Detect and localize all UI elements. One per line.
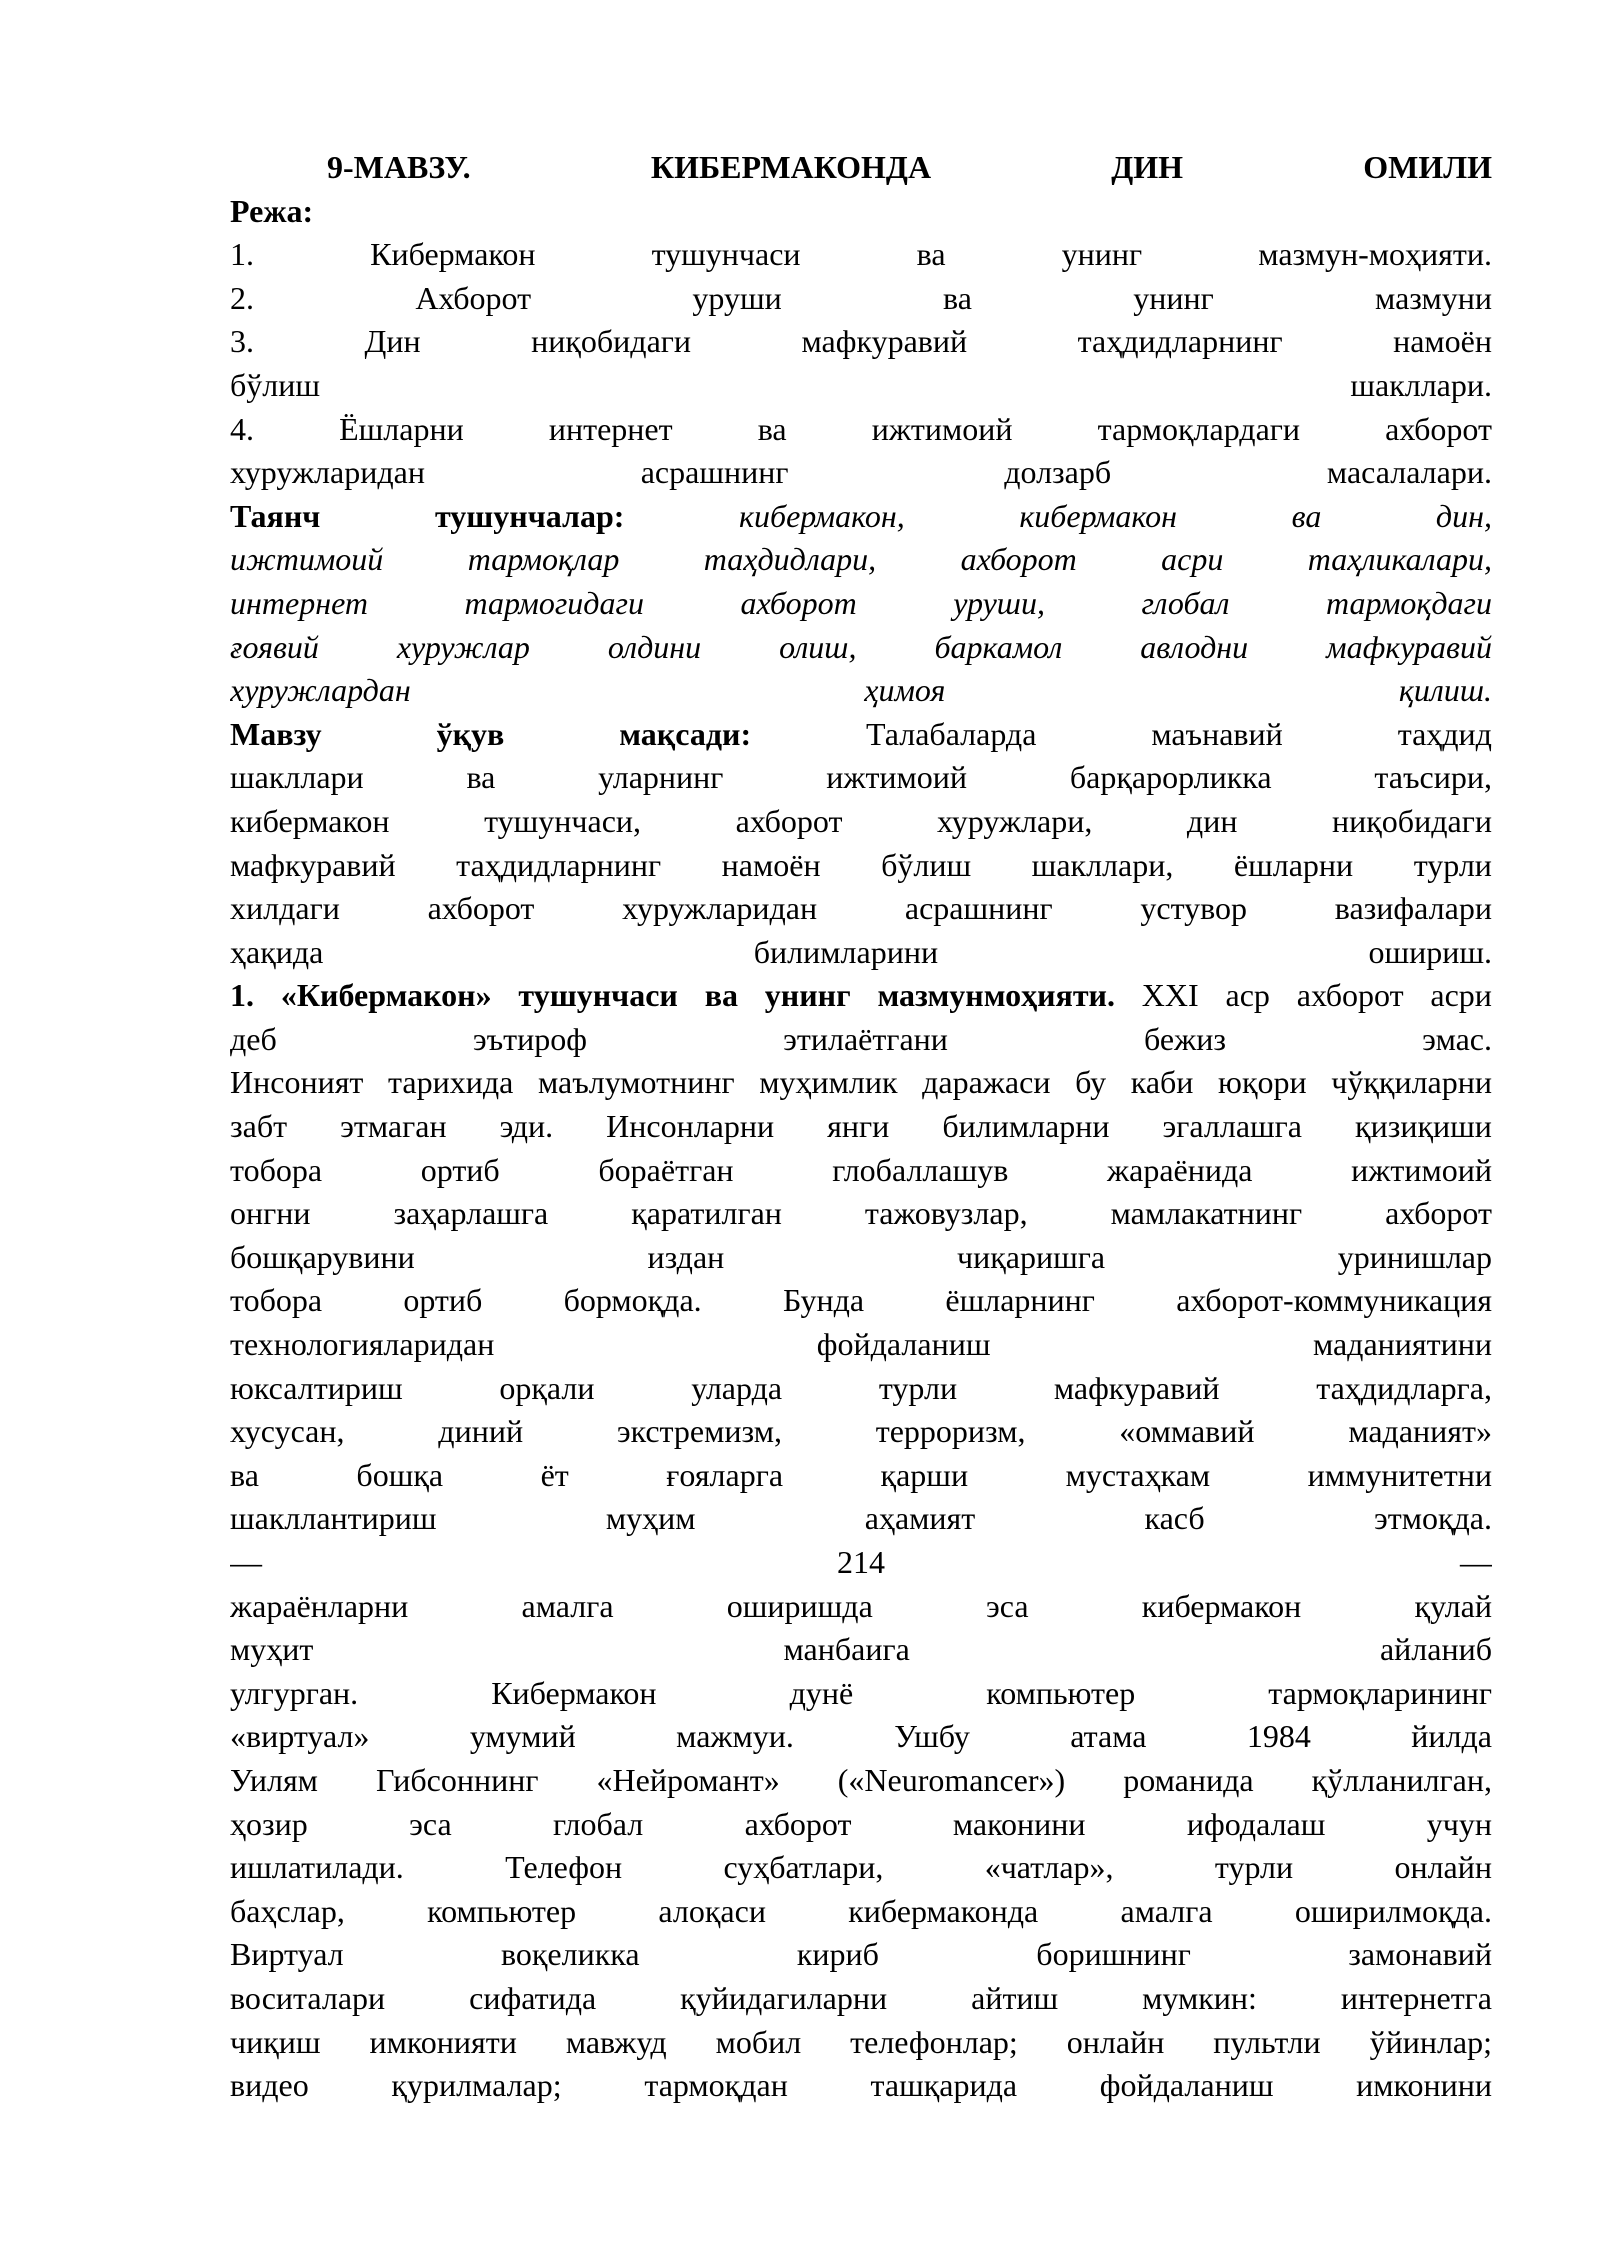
plan-item-3-line xyxy=(230,364,1492,408)
section-1-continued-word: ҳозир xyxy=(230,1805,308,1842)
section-1-continued-word: сифатида xyxy=(469,1979,597,2016)
plan-item-4-word: Ёшларни xyxy=(339,410,464,447)
section-1-word: бошқа xyxy=(356,1456,444,1493)
section-1-continued-word: мумкин: xyxy=(1142,1979,1257,2016)
section-1-line xyxy=(230,1410,1492,1454)
section-1-word: асри xyxy=(1430,977,1492,1014)
section-1-continued-word: қулай xyxy=(1414,1587,1492,1624)
section-1-word: уларда xyxy=(691,1369,783,1406)
objective-word: маънавий xyxy=(1151,715,1283,752)
plan-item-1-word: тушунчаси xyxy=(651,236,801,273)
objective-word: мафкуравий xyxy=(230,846,396,883)
page-break-dash: — xyxy=(1460,1544,1492,1580)
section-1-word: таҳдидларга, xyxy=(1316,1369,1492,1406)
section-1-continued-word: имконини xyxy=(1356,2067,1492,2104)
plan-item-3-word: таҳдидларнинг xyxy=(1077,323,1283,360)
section-1-word: юқори xyxy=(1218,1064,1307,1101)
section-1-word: экстремизм, xyxy=(616,1413,782,1450)
section-1-continued-word: умумий xyxy=(469,1718,576,1755)
key-concepts-word: Таянч xyxy=(230,497,321,534)
plan-item-3-word: Дин xyxy=(364,323,421,360)
section-1-word: тобора xyxy=(230,1282,323,1319)
section-1-continued-word: глобал xyxy=(553,1805,644,1842)
section-1-word: фойдаланиш xyxy=(816,1326,991,1363)
section-1-continued-word: алоқаси xyxy=(658,1892,766,1929)
section-1-word: эмас. xyxy=(1422,1020,1492,1057)
objective-word: ниқобидаги xyxy=(1332,802,1492,839)
section-1-continued-word: ташқарида xyxy=(870,2067,1018,2104)
key-concepts-line xyxy=(230,538,1492,582)
plan-item-4-word: ахборот xyxy=(1385,410,1492,447)
section-1-line xyxy=(230,1061,1492,1105)
section-1-word: издан xyxy=(647,1238,725,1275)
section-1-word: ахборот-коммуникация xyxy=(1176,1282,1492,1319)
section-1-word: мазмунмоҳияти. xyxy=(877,977,1115,1014)
section-1-continued-word: воситалари xyxy=(230,1979,386,2016)
plan-item-4-word: хуружларидан xyxy=(230,454,425,491)
section-1-continued-word: Телефон xyxy=(505,1849,623,1886)
section-1-continued-word: эса xyxy=(409,1805,452,1842)
plan-item-4-word: 4. xyxy=(230,410,254,447)
plan-item-2-word: уруши xyxy=(692,279,782,316)
key-concepts-word: кибермакон xyxy=(1019,497,1178,534)
key-concepts-word: қилиш. xyxy=(1398,672,1492,709)
key-concepts-word: ҳимоя xyxy=(864,672,946,709)
key-concepts-word: тушунчалар: xyxy=(434,497,625,534)
section-1-word: эътироф xyxy=(472,1020,588,1057)
section-1-continued-line xyxy=(230,1585,1492,1629)
section-1-word: муҳимлик xyxy=(759,1064,898,1101)
plan-item-2-word: мазмуни xyxy=(1375,279,1492,316)
section-1-word: ва xyxy=(704,977,738,1014)
key-concepts-word: ижтимоий xyxy=(230,541,384,578)
objective-word: хилдаги xyxy=(230,890,340,927)
key-concepts-word: олиш, xyxy=(779,628,857,665)
plan-item-3-word: мафкуравий xyxy=(801,323,968,360)
section-1-continued-line xyxy=(230,2021,1492,2065)
section-1-continued-line xyxy=(230,2064,1492,2108)
section-1-continued-word: кибермаконда xyxy=(848,1892,1039,1929)
plan-item-1-line xyxy=(230,233,1492,277)
section-1-word: ортиб xyxy=(403,1282,483,1319)
objective-word: ижтимоий xyxy=(826,759,968,796)
section-1-continued-word: видео xyxy=(230,2067,309,2104)
section-1-word: «оммавий xyxy=(1119,1413,1255,1450)
section-1-continued-word: замонавий xyxy=(1348,1936,1492,1973)
key-concepts-line xyxy=(230,495,1492,539)
section-1-continued-word: кибермакон xyxy=(1141,1587,1302,1624)
section-1-word: чўққиларни xyxy=(1331,1064,1492,1101)
key-concepts-word: таҳликалари, xyxy=(1307,541,1492,578)
key-concepts-word: олдини xyxy=(607,628,702,665)
section-1-continued-word: имконияти xyxy=(369,2023,517,2060)
key-concepts-word: уруши, xyxy=(953,584,1045,621)
key-concepts-word: ғоявий xyxy=(230,628,319,665)
section-1-word: ёшларнинг xyxy=(945,1282,1095,1319)
section-1-word: Инсонларни xyxy=(606,1108,775,1145)
section-1-continued-word: онлайн xyxy=(1394,1849,1492,1886)
section-1-word: онгни xyxy=(230,1195,311,1232)
objective-word: тушунчаси, xyxy=(484,802,642,839)
section-1-continued-word: ишлатилади. xyxy=(230,1849,404,1886)
section-1-line xyxy=(230,974,1492,1018)
section-1-word: тушунчаси xyxy=(518,977,678,1014)
page-break-dash: — xyxy=(230,1544,262,1580)
objective-word: хуружлари, xyxy=(937,802,1093,839)
section-1-word: орқали xyxy=(499,1369,595,1406)
section-1-continued-word: «виртуал» xyxy=(230,1718,370,1755)
section-1-continued-word: чиқиш xyxy=(230,2023,321,2060)
section-1-continued-word: суҳбатлари, xyxy=(723,1849,884,1886)
section-1-word: шакллантириш xyxy=(230,1500,437,1537)
plan-item-4-line xyxy=(230,451,1492,495)
key-concepts-word: авлодни xyxy=(1140,628,1249,665)
section-1-continued-word: амалга xyxy=(1120,1892,1213,1929)
plan-item-4-word: ва xyxy=(757,410,787,447)
section-1-word: эгаллашга xyxy=(1162,1108,1302,1145)
section-1-continued-word: айланиб xyxy=(1379,1631,1492,1668)
section-1-continued-word: жараёнларни xyxy=(230,1587,409,1624)
section-1-word: бежиз xyxy=(1144,1020,1226,1057)
plan-item-3-word: бўлиш xyxy=(230,366,321,403)
section-1-continued-line xyxy=(230,1890,1492,1934)
section-1-continued-word: интернетга xyxy=(1340,1979,1492,2016)
section-1-continued-word: мобил xyxy=(715,2023,802,2060)
section-1-word: ахборот xyxy=(1385,1195,1492,1232)
section-1-word: Инсоният xyxy=(230,1064,364,1101)
section-1-continued-word: ахборот xyxy=(744,1805,852,1842)
section-1-word: маълумотнинг xyxy=(537,1064,735,1101)
section-1-word: уринишлар xyxy=(1337,1238,1492,1275)
plan-item-4-word: ижтимоий xyxy=(871,410,1013,447)
page-break xyxy=(230,1541,1492,1585)
section-1-continued-word: пультли xyxy=(1213,2023,1321,2060)
objective-word: ахборот xyxy=(735,802,843,839)
section-1-continued-word: «чатлар», xyxy=(984,1849,1114,1886)
section-1-word: бораётган xyxy=(598,1151,734,1188)
key-concepts-line xyxy=(230,669,1492,713)
section-1-continued-word: улгурган. xyxy=(230,1674,359,1711)
section-1-word: мустаҳкам xyxy=(1065,1456,1211,1493)
section-1-word: «Кибермакон» xyxy=(280,977,492,1014)
topic-title-word: 9-МАВЗУ. xyxy=(327,149,471,185)
section-1-continued-word: амалга xyxy=(521,1587,614,1624)
objective-word: устувор xyxy=(1140,890,1248,927)
section-1-line xyxy=(230,1454,1492,1498)
objective-word: хуружларидан xyxy=(622,890,818,927)
plan-item-2-word: ва xyxy=(943,279,972,316)
plan-label: Режа: xyxy=(230,192,314,229)
section-1-word: ғояларга xyxy=(666,1456,784,1493)
section-1-continued-word: «Нейромант» xyxy=(596,1761,780,1798)
section-1-continued-word: боришнинг xyxy=(1036,1936,1191,1973)
document-body xyxy=(230,233,1492,2108)
section-1-line xyxy=(230,1149,1492,1193)
key-concepts-word: глобал xyxy=(1141,584,1230,621)
key-concepts-word: тармоқлар xyxy=(467,541,620,578)
section-1-line xyxy=(230,1497,1492,1541)
section-1-word: қарши xyxy=(880,1456,969,1493)
key-concepts-word: ва xyxy=(1291,497,1322,534)
section-1-line xyxy=(230,1279,1492,1323)
section-1-word: ижтимоий xyxy=(1351,1151,1492,1188)
plan-item-4-line xyxy=(230,408,1492,452)
section-1-continued-word: йилда xyxy=(1411,1718,1492,1755)
section-1-word: билимларни xyxy=(942,1108,1110,1145)
section-1-continued-word: оширилмоқда. xyxy=(1294,1892,1492,1929)
section-1-continued-line xyxy=(230,1628,1492,1672)
section-1-word: хусусан, xyxy=(230,1413,345,1450)
key-concepts-word: ахборот xyxy=(960,541,1077,578)
key-concepts-line xyxy=(230,582,1492,626)
plan-item-2-word: 2. xyxy=(230,279,254,316)
section-1-continued-word: компьютер xyxy=(986,1674,1136,1711)
objective-word: ҳақида xyxy=(230,933,324,970)
section-1-word: терроризм, xyxy=(875,1413,1026,1450)
objective-word: дин xyxy=(1186,802,1238,839)
section-1-continued-word: баҳслар, xyxy=(230,1892,345,1929)
section-1-word: каби xyxy=(1130,1064,1194,1101)
section-1-word: маданиятини xyxy=(1312,1326,1492,1363)
plan-item-3-word: намоён xyxy=(1393,323,1492,360)
section-1-continued-word: манбаига xyxy=(783,1631,910,1668)
section-1-continued-word: қуйидагиларни xyxy=(680,1979,888,2016)
key-concepts-word: тармоқдаги xyxy=(1326,584,1492,621)
section-1-continued-word: Виртуал xyxy=(230,1936,344,1973)
objective-word: ошириш. xyxy=(1368,933,1492,970)
objective-word: Талабаларда xyxy=(866,715,1037,752)
section-1-continued-word: қўлланилган, xyxy=(1311,1761,1492,1798)
section-1-word: бошқарувини xyxy=(230,1238,415,1275)
section-1-continued-word: Гибсоннинг xyxy=(375,1761,539,1798)
section-1-continued-word: Кибермакон xyxy=(491,1674,657,1711)
section-1-word: бормоқда. xyxy=(563,1282,702,1319)
plan-item-1-word: Кибермакон xyxy=(370,236,536,273)
section-1-word: мамлакатнинг xyxy=(1110,1195,1303,1232)
section-1-continued-word: айтиш xyxy=(971,1979,1059,2016)
topic-title xyxy=(230,146,1492,190)
objective-word: вазифалари xyxy=(1334,890,1492,927)
section-1-continued-word: Уилям xyxy=(230,1761,318,1798)
objective-word: бўлиш xyxy=(881,846,972,883)
key-concepts-word: мафкуравий xyxy=(1326,628,1492,665)
section-1-word: маданият» xyxy=(1348,1413,1492,1450)
section-1-continued-word: оширишда xyxy=(726,1587,873,1624)
section-1-continued-word: кириб xyxy=(796,1936,879,1973)
plan-item-1-word: ва xyxy=(916,236,946,273)
section-1-continued-word: тармоқдан xyxy=(644,2067,788,2104)
plan-item-2-word: унинг xyxy=(1133,279,1214,316)
key-concepts-word: кибермакон, xyxy=(739,497,905,534)
plan-item-4-word: интернет xyxy=(548,410,673,447)
section-1-continued-word: маконини xyxy=(952,1805,1086,1842)
section-1-continued-line xyxy=(230,1803,1492,1847)
section-1-word: бу xyxy=(1075,1064,1107,1101)
plan-item-1-word: мазмун-моҳияти. xyxy=(1258,236,1492,273)
objective-word: шакллари, xyxy=(1031,846,1174,883)
key-concepts-word: таҳдидлари, xyxy=(703,541,877,578)
plan-item-4-word: асрашнинг xyxy=(640,454,789,491)
section-1-word: аҳамият xyxy=(864,1500,976,1537)
objective-word: Мавзу xyxy=(230,715,322,752)
section-1-continued-word: («Neuromancer») xyxy=(837,1761,1066,1798)
section-1-word: аср xyxy=(1225,977,1270,1014)
objective-word: ва xyxy=(466,759,496,796)
topic-title-word: ОМИЛИ xyxy=(1363,149,1492,185)
objective-word: турли xyxy=(1413,846,1492,883)
key-concepts-word: тармогидаги xyxy=(464,584,644,621)
plan-item-1-word: унинг xyxy=(1061,236,1143,273)
objective-word: ахборот xyxy=(427,890,535,927)
section-1-word: иммунитетни xyxy=(1307,1456,1492,1493)
section-1-line xyxy=(230,1018,1492,1062)
plan-item-4-word: тармоқлардаги xyxy=(1097,410,1301,447)
section-1-continued-word: ифодалаш xyxy=(1186,1805,1326,1842)
section-1-word: заҳарлашга xyxy=(393,1195,549,1232)
section-1-continued-word: эса xyxy=(986,1587,1029,1624)
objective-word: таҳдид xyxy=(1397,715,1492,752)
section-1-continued-word: муҳит xyxy=(230,1631,314,1668)
section-1-continued-word: дунё xyxy=(789,1674,854,1711)
section-1-continued-line xyxy=(230,1933,1492,1977)
section-1-word: янги xyxy=(827,1108,890,1145)
section-1-word: деб xyxy=(230,1020,277,1057)
section-1-word: глобаллашув xyxy=(832,1151,1009,1188)
objective-word: таъсири, xyxy=(1374,759,1492,796)
plan-item-3-word: ниқобидаги xyxy=(531,323,692,360)
key-concepts-word: хуружлардан xyxy=(230,672,411,709)
section-1-word: унинг xyxy=(764,977,851,1014)
objective-word: асрашнинг xyxy=(904,890,1053,927)
section-1-word: мафкуравий xyxy=(1053,1369,1220,1406)
section-1-continued-word: турли xyxy=(1214,1849,1294,1886)
section-1-line xyxy=(230,1105,1492,1149)
objective-word: уларнинг xyxy=(598,759,724,796)
objective-line xyxy=(230,844,1492,888)
section-1-word: муҳим xyxy=(605,1500,696,1537)
section-1-word: тажовузлар, xyxy=(864,1195,1028,1232)
section-1-continued-word: романида xyxy=(1123,1761,1254,1798)
objective-word: шакллари xyxy=(230,759,364,796)
objective-word: намоён xyxy=(721,846,821,883)
section-1-continued-word: тармоқларининг xyxy=(1268,1674,1492,1711)
section-1-continued-word: қурилмалар; xyxy=(391,2067,562,2104)
section-1-word: ортиб xyxy=(420,1151,500,1188)
plan-item-2-line xyxy=(230,277,1492,321)
section-1-word: XXI xyxy=(1141,977,1199,1014)
section-1-continued-word: онлайн xyxy=(1066,2023,1165,2060)
section-1-line xyxy=(230,1323,1492,1367)
plan-item-3-line xyxy=(230,320,1492,364)
plan-item-1-word: 1. xyxy=(230,236,254,273)
objective-line xyxy=(230,756,1492,800)
objective-word: таҳдидларнинг xyxy=(456,846,662,883)
page-number: 214 xyxy=(837,1544,885,1580)
section-1-word: ёт xyxy=(540,1456,569,1493)
section-1-continued-word: атама xyxy=(1070,1718,1147,1755)
section-1-word: жараёнида xyxy=(1107,1151,1253,1188)
objective-word: ёшларни xyxy=(1233,846,1354,883)
section-1-continued-word: учун xyxy=(1426,1805,1492,1842)
section-1-word: тарихида xyxy=(388,1064,514,1101)
plan-item-2-word: Ахборот xyxy=(415,279,532,316)
key-concepts-line xyxy=(230,626,1492,670)
objective-line xyxy=(230,800,1492,844)
objective-word: кибермакон xyxy=(230,802,390,839)
plan-item-3-word: шакллари. xyxy=(1350,366,1492,403)
section-1-word: этмаган xyxy=(340,1108,447,1145)
topic-title-word: КИБЕРМАКОНДА xyxy=(650,149,932,185)
section-1-continued-line xyxy=(230,1977,1492,2021)
plan-item-3-word: 3. xyxy=(230,323,254,360)
section-1-word: қаратилган xyxy=(631,1195,782,1232)
section-1-word: қизиқиши xyxy=(1355,1108,1492,1145)
section-1-word: 1. xyxy=(230,977,254,1014)
key-concepts-word: ахборот xyxy=(740,584,857,621)
section-1-word: диний xyxy=(438,1413,524,1450)
key-concepts-word: дин, xyxy=(1435,497,1492,534)
topic-title-word: ДИН xyxy=(1111,149,1184,185)
key-concepts-word: хуружлар xyxy=(396,628,530,665)
key-concepts-word: баркамол xyxy=(934,628,1063,665)
objective-word: мақсади: xyxy=(619,715,752,752)
section-1-word: забт xyxy=(230,1108,288,1145)
plan-item-4-word: долзарб xyxy=(1004,454,1112,491)
section-1-word: технологияларидан xyxy=(230,1326,495,1363)
section-1-word: чиқаришга xyxy=(957,1238,1106,1275)
objective-line xyxy=(230,931,1492,975)
section-1-continued-word: мажмуи. xyxy=(676,1718,794,1755)
key-concepts-word: интернет xyxy=(230,584,368,621)
section-1-word: ахборот xyxy=(1296,977,1404,1014)
section-1-continued-word: ўйинлар; xyxy=(1369,2023,1492,2060)
section-1-word: турли xyxy=(878,1369,958,1406)
document-page xyxy=(230,146,1492,2108)
objective-line xyxy=(230,713,1492,757)
section-1-continued-word: мавжуд xyxy=(565,2023,667,2060)
section-1-word: Бунда xyxy=(782,1282,865,1319)
section-1-continued-word: фойдаланиш xyxy=(1099,2067,1274,2104)
section-1-continued-line xyxy=(230,1672,1492,1716)
section-1-line xyxy=(230,1367,1492,1411)
section-1-continued-word: 1984 xyxy=(1246,1718,1311,1755)
section-1-word: касб xyxy=(1144,1500,1205,1537)
section-1-word: тобора xyxy=(230,1151,323,1188)
plan-item-4-word: масалалари. xyxy=(1326,454,1492,491)
section-1-word: этилаётгани xyxy=(783,1020,948,1057)
section-1-line xyxy=(230,1192,1492,1236)
section-1-word: юксалтириш xyxy=(230,1369,403,1406)
objective-word: билимларини xyxy=(753,933,939,970)
section-1-word: эди. xyxy=(499,1108,554,1145)
section-1-word: ва xyxy=(230,1456,259,1493)
objective-word: барқарорликка xyxy=(1069,759,1272,796)
section-1-continued-word: воқеликка xyxy=(500,1936,640,1973)
objective-line xyxy=(230,887,1492,931)
section-1-continued-line xyxy=(230,1759,1492,1803)
section-1-continued-word: компьютер xyxy=(427,1892,577,1929)
key-concepts-word: асри xyxy=(1161,541,1224,578)
section-1-line xyxy=(230,1236,1492,1280)
section-1-continued-word: Ушбу xyxy=(894,1718,970,1755)
section-1-continued-line xyxy=(230,1846,1492,1890)
section-1-word: этмоқда. xyxy=(1373,1500,1492,1537)
objective-word: ўқув xyxy=(436,715,505,752)
section-1-continued-word: телефонлар; xyxy=(850,2023,1018,2060)
section-1-word: даражаси xyxy=(922,1064,1051,1101)
section-1-continued-line xyxy=(230,1715,1492,1759)
